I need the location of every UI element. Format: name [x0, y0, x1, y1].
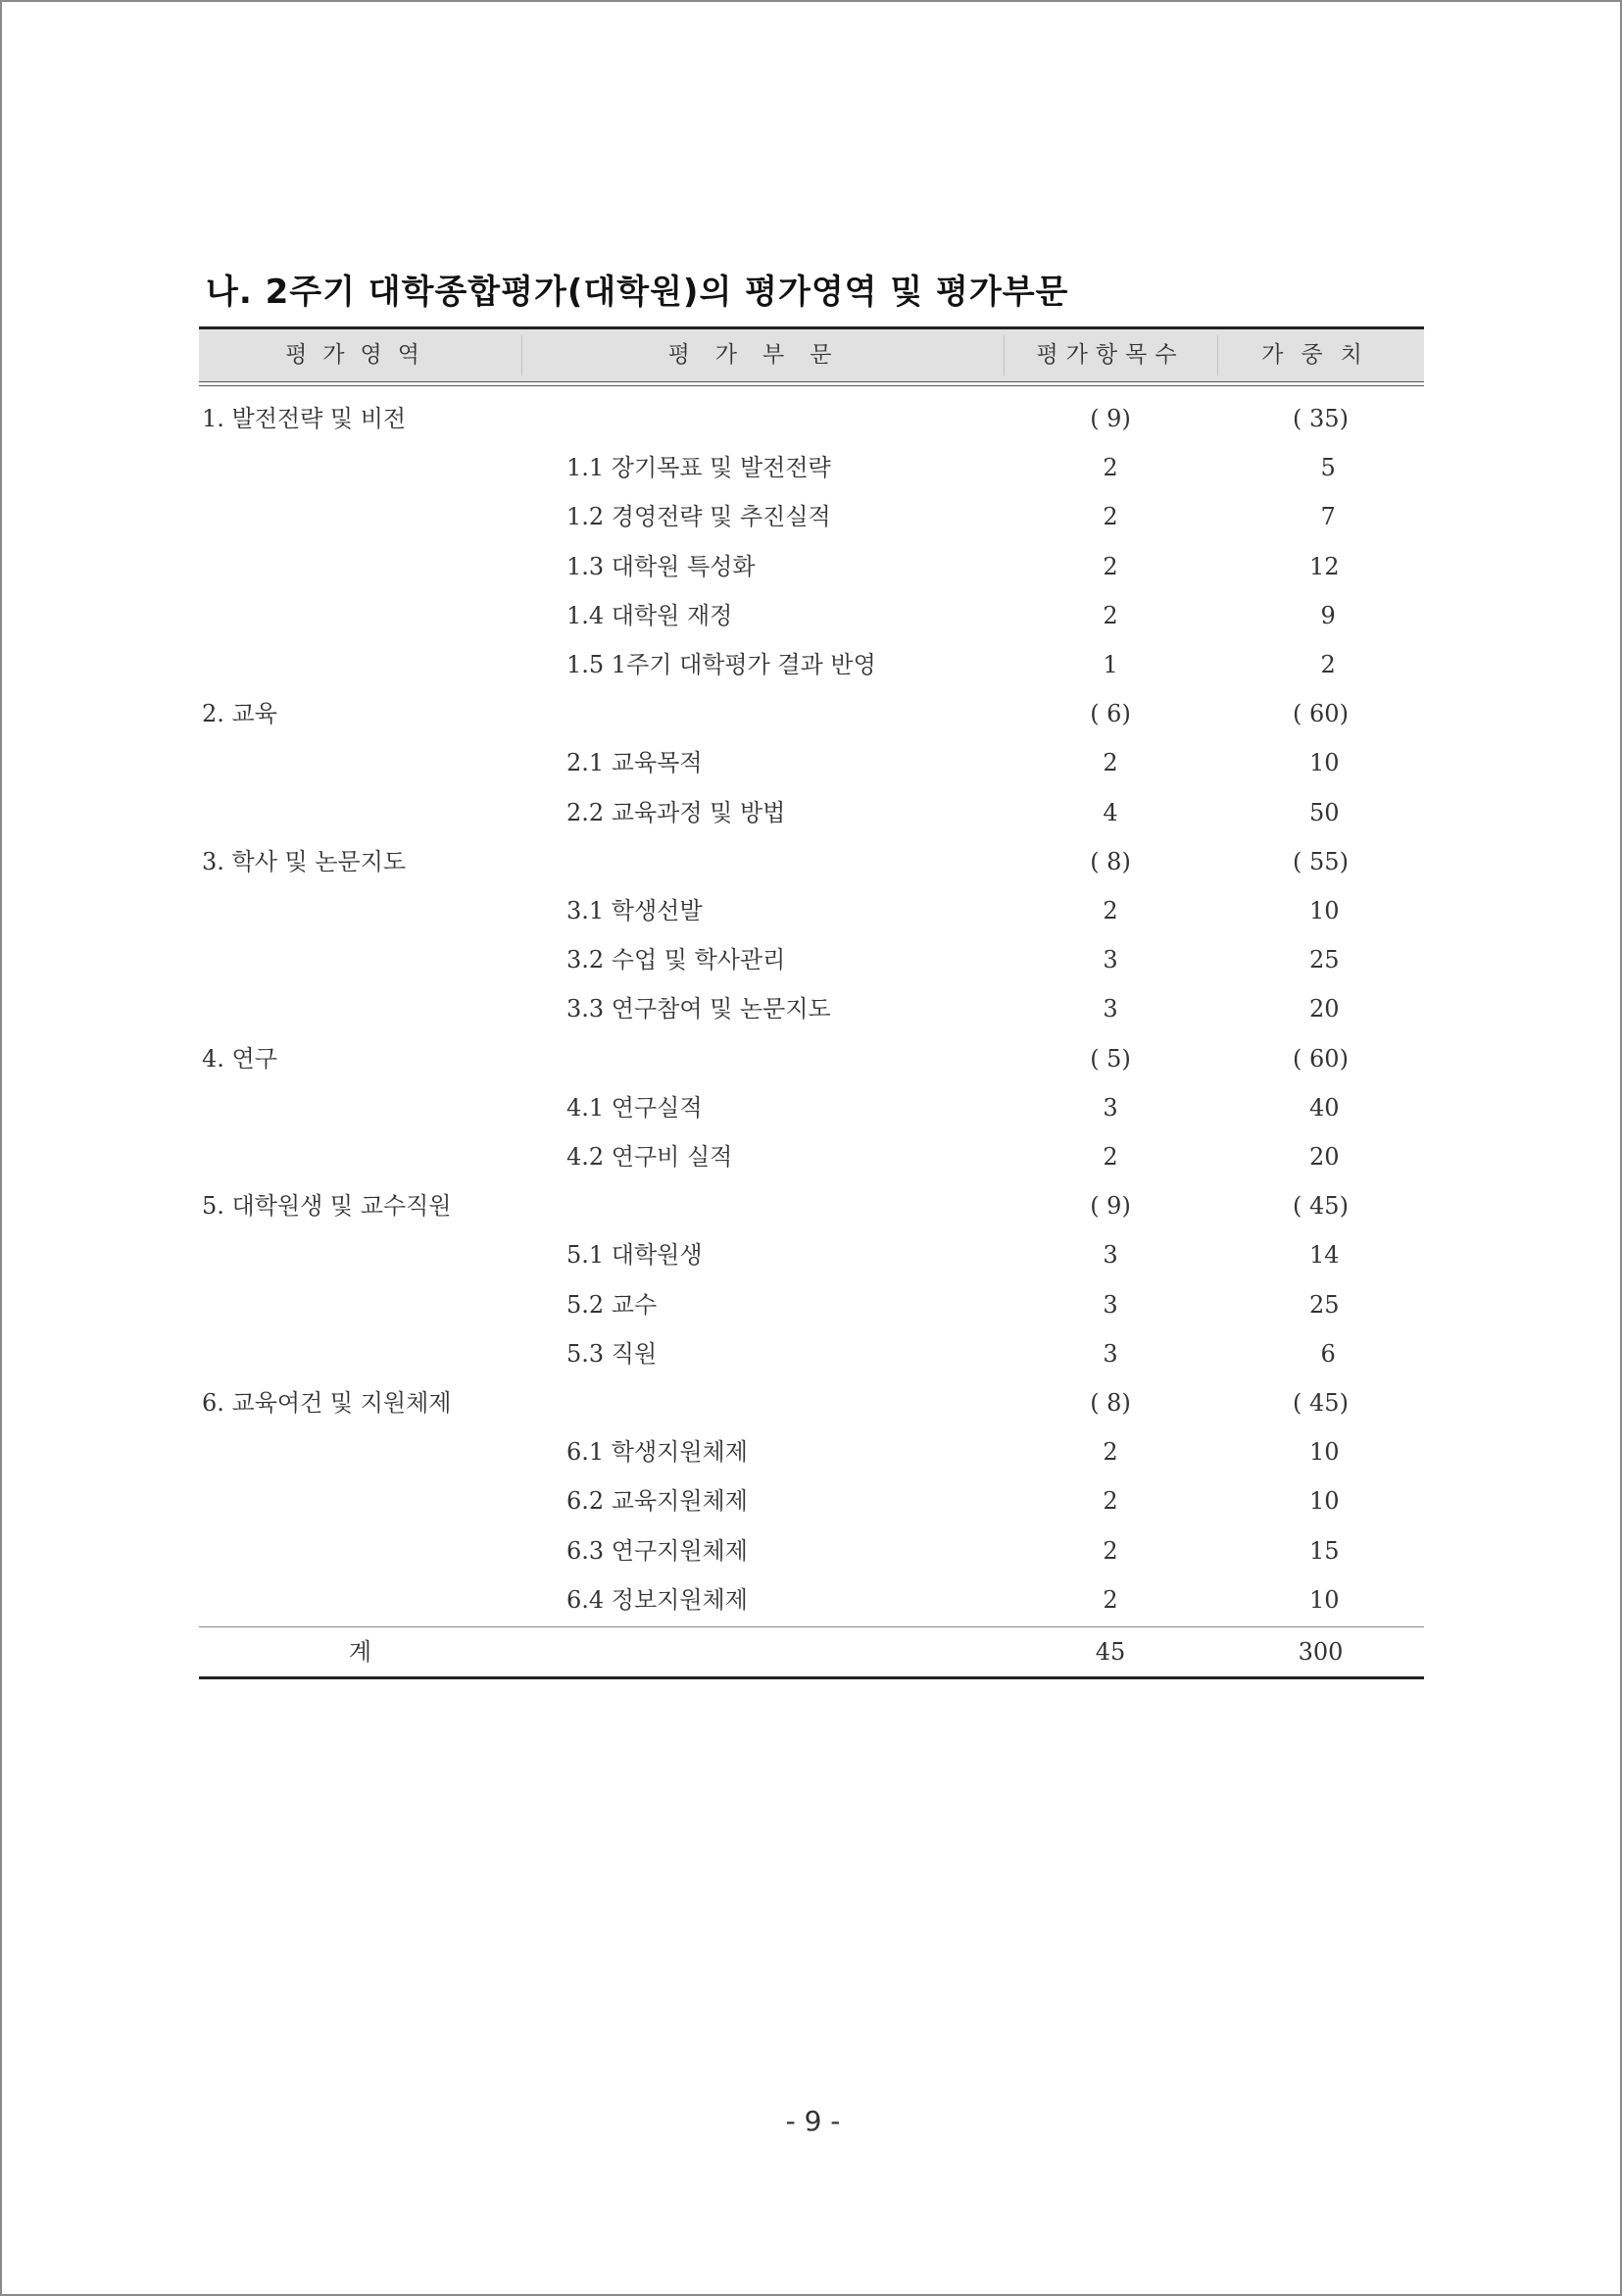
total-label: 계 — [348, 1638, 372, 1666]
count-cell: 3 — [1103, 1093, 1118, 1122]
sub-cell: 2.2 교육과정 및 방법 — [566, 798, 786, 826]
area-row — [199, 1181, 1424, 1230]
weight-cell: 10 — [1302, 1438, 1340, 1467]
sub-row — [199, 1329, 1424, 1378]
count-cell: 2 — [1103, 1585, 1118, 1614]
header-count: 평가항목수 — [1036, 342, 1185, 368]
area-cell: 2. 교육 — [202, 700, 277, 728]
count-cell: ( 8) — [1090, 847, 1131, 875]
sub-row — [199, 1427, 1424, 1476]
count-cell: 2 — [1103, 1536, 1118, 1565]
count-cell: ( 9) — [1090, 1192, 1131, 1221]
area-cell: 4. 연구 — [202, 1044, 277, 1073]
sub-row — [199, 1132, 1424, 1181]
sub-row — [199, 640, 1424, 689]
weight-cell: ( 60) — [1293, 1044, 1349, 1073]
count-cell: ( 6) — [1090, 700, 1131, 728]
sub-row — [199, 1230, 1424, 1279]
sub-cell: 1.2 경영전략 및 추진실적 — [566, 503, 831, 531]
weight-cell: 6 — [1305, 1339, 1336, 1368]
weight-cell: 40 — [1302, 1093, 1340, 1122]
sub-cell: 4.2 연구비 실적 — [566, 1143, 733, 1171]
sub-row — [199, 542, 1424, 591]
weight-cell: 15 — [1302, 1536, 1340, 1565]
count-cell: 3 — [1103, 946, 1118, 974]
weight-cell: 10 — [1302, 1585, 1340, 1614]
weight-cell: 25 — [1302, 946, 1340, 974]
weight-cell: 50 — [1302, 798, 1340, 826]
sub-row — [199, 1280, 1424, 1329]
area-row — [199, 394, 1424, 443]
area-row — [199, 1034, 1424, 1083]
count-cell: 2 — [1103, 552, 1118, 580]
weight-cell: 14 — [1302, 1241, 1340, 1270]
sub-cell: 1.3 대학원 특성화 — [566, 552, 756, 580]
sub-row — [199, 492, 1424, 541]
count-cell: 2 — [1103, 1143, 1118, 1171]
total-count: 45 — [1095, 1638, 1126, 1666]
weight-cell: 9 — [1305, 601, 1336, 629]
sub-cell: 6.3 연구지원체제 — [566, 1536, 748, 1565]
count-cell: ( 8) — [1090, 1389, 1131, 1417]
sub-row — [199, 738, 1424, 787]
count-cell: 2 — [1103, 601, 1118, 629]
area-cell: 3. 학사 및 논문지도 — [202, 847, 407, 875]
area-cell: 5. 대학원생 및 교수직원 — [202, 1192, 452, 1221]
count-cell: 2 — [1103, 749, 1118, 777]
sub-cell: 4.1 연구실적 — [566, 1093, 703, 1122]
total-row — [199, 1626, 1424, 1679]
weight-cell: 12 — [1302, 552, 1340, 580]
sub-row — [199, 886, 1424, 935]
section-title: 나. 2주기 대학종합평가(대학원)의 평가영역 및 평가부문 — [206, 273, 1069, 312]
sub-row — [199, 1526, 1424, 1575]
count-cell: 3 — [1103, 1290, 1118, 1319]
weight-cell: ( 45) — [1293, 1389, 1349, 1417]
weight-cell: 20 — [1302, 995, 1340, 1023]
count-cell: 2 — [1103, 1487, 1118, 1516]
table-header — [199, 326, 1424, 381]
weight-cell: 25 — [1302, 1290, 1340, 1319]
count-cell: ( 5) — [1090, 1044, 1131, 1073]
evaluation-table — [199, 326, 1424, 1679]
sub-cell: 3.3 연구참여 및 논문지도 — [566, 995, 831, 1023]
weight-cell: 10 — [1302, 1487, 1340, 1516]
count-cell: 3 — [1103, 1339, 1118, 1368]
weight-cell: 10 — [1302, 897, 1340, 924]
weight-cell: ( 35) — [1293, 405, 1349, 432]
weight-cell: 20 — [1302, 1143, 1340, 1171]
sub-cell: 5.2 교수 — [566, 1290, 658, 1319]
count-cell: 3 — [1103, 995, 1118, 1023]
sub-row — [199, 443, 1424, 492]
sub-row — [199, 1476, 1424, 1525]
header-sub: 평가부문 — [667, 342, 858, 368]
table-body — [199, 386, 1424, 1626]
sub-cell: 6.1 학생지원체제 — [566, 1438, 748, 1467]
weight-cell: 7 — [1305, 503, 1336, 531]
count-cell: 1 — [1103, 651, 1118, 678]
sub-cell: 1.1 장기목표 및 발전전략 — [566, 454, 831, 482]
count-cell: 2 — [1103, 503, 1118, 531]
sub-row — [199, 984, 1424, 1033]
weight-cell: ( 60) — [1293, 700, 1349, 728]
count-cell: 4 — [1103, 798, 1118, 826]
sub-cell: 6.2 교육지원체제 — [566, 1487, 748, 1516]
sub-cell: 5.3 직원 — [566, 1339, 658, 1368]
area-cell: 1. 발전전략 및 비전 — [202, 405, 407, 432]
count-cell: ( 9) — [1090, 405, 1131, 432]
sub-cell: 6.4 정보지원체제 — [566, 1585, 748, 1614]
sub-row — [199, 591, 1424, 640]
sub-cell: 1.4 대학원 재정 — [566, 601, 733, 629]
weight-cell: ( 55) — [1293, 847, 1349, 875]
header-weight: 가중치 — [1261, 342, 1380, 368]
weight-cell: 5 — [1305, 454, 1336, 482]
area-cell: 6. 교육여건 및 지원체제 — [202, 1389, 452, 1417]
count-cell: 2 — [1103, 454, 1118, 482]
area-row — [199, 837, 1424, 886]
sub-cell: 3.1 학생선발 — [566, 897, 703, 924]
sub-row — [199, 788, 1424, 837]
page-number: - 9 - — [785, 2105, 841, 2137]
sub-cell: 3.2 수업 및 학사관리 — [566, 946, 786, 974]
sub-row — [199, 1083, 1424, 1132]
sub-row — [199, 935, 1424, 984]
sub-cell: 2.1 교육목적 — [566, 749, 703, 777]
count-cell: 2 — [1103, 1438, 1118, 1467]
count-cell: 3 — [1103, 1241, 1118, 1270]
sub-row — [199, 1575, 1424, 1624]
weight-cell: 10 — [1302, 749, 1340, 777]
sub-cell: 5.1 대학원생 — [566, 1241, 703, 1270]
area-row — [199, 1378, 1424, 1427]
weight-cell: ( 45) — [1293, 1192, 1349, 1221]
count-cell: 2 — [1103, 897, 1118, 924]
weight-cell: 2 — [1305, 651, 1336, 678]
total-weight: 300 — [1298, 1638, 1344, 1666]
sub-cell: 1.5 1주기 대학평가 결과 반영 — [566, 651, 876, 678]
area-row — [199, 689, 1424, 738]
header-area: 평가영역 — [285, 342, 435, 368]
